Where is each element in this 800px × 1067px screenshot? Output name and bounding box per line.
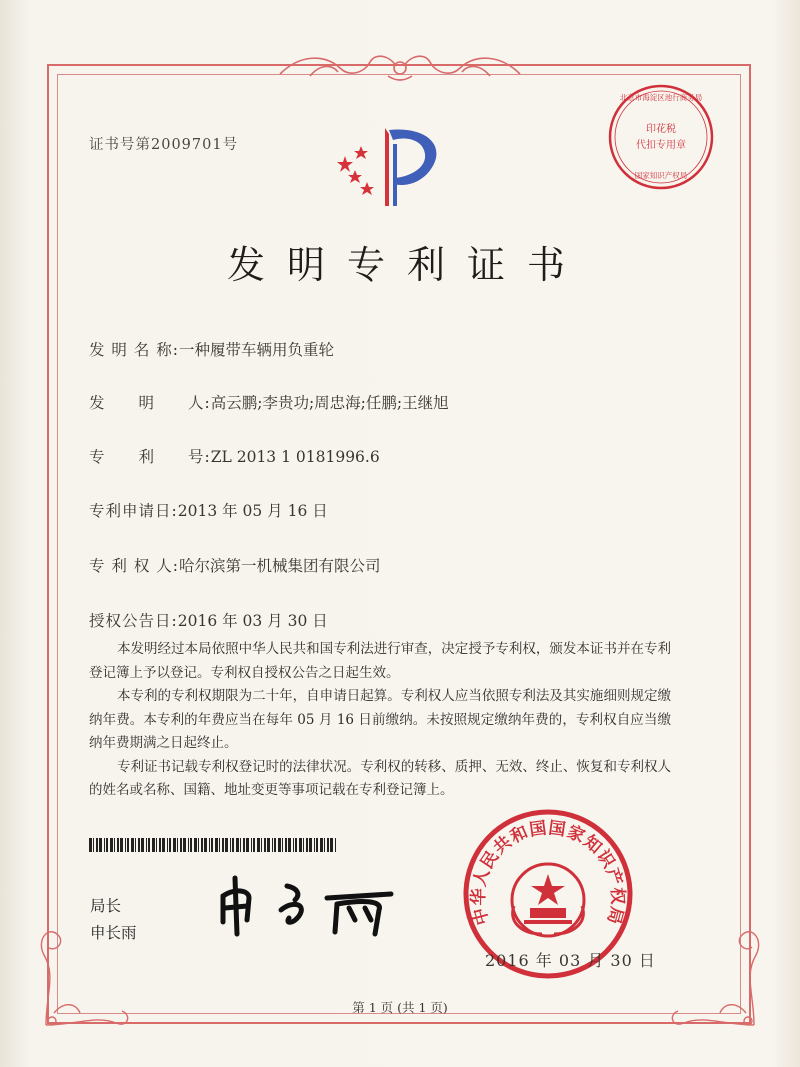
- barcode-bar: [274, 838, 276, 852]
- inventors-field: [89, 391, 449, 413]
- invention-name-field: [89, 338, 334, 360]
- svg-text:印花税: 印花税: [646, 124, 676, 135]
- barcode-bar: [104, 838, 105, 852]
- patentee-value: 哈尔滨第一机械集团有限公司: [179, 557, 381, 575]
- barcode-bar: [257, 838, 260, 852]
- barcode-bar: [188, 838, 189, 852]
- barcode-bar: [335, 838, 336, 852]
- body-paragraph: 专利证书记载专利权登记时的法律状况。专利权的转移、质押、无效、终止、恢复和专利权人的姓名或名称、国籍、地址变更等事项记载在专利登记簿上。: [89, 758, 671, 798]
- barcode-bar: [267, 838, 270, 852]
- barcode-bar: [324, 838, 325, 852]
- barcode-bar: [114, 838, 115, 852]
- barcode-bar: [295, 838, 297, 852]
- patent-number-field: [89, 445, 380, 467]
- tax-stamp-seal: [606, 82, 716, 192]
- barcode-bar: [278, 838, 281, 852]
- svg-text:北京市海淀区池行商务局: 北京市海淀区池行商务局: [619, 93, 703, 102]
- barcode-bar: [89, 838, 92, 852]
- body-paragraph: 本发明经过本局依照中华人民共和国专利法进行审查，决定授予专利权，颁发本证书并在专利登记簿上予以登记。专利权自授权公告之日起生效。: [89, 641, 671, 681]
- grant-date-value: 2016 年 03 月 30 日: [177, 612, 328, 630]
- inventors-label: 发 明 人:: [89, 394, 211, 412]
- barcode-bar: [146, 838, 147, 852]
- certificate-title: 发明专利证书: [226, 243, 587, 287]
- barcode-bar: [330, 838, 333, 852]
- barcode-bar: [152, 838, 155, 852]
- barcode-bar: [243, 838, 245, 852]
- svg-text:中华人民共和国国家知识产权局: 中华人民共和国国家知识产权局: [468, 818, 628, 928]
- barcode-bar: [251, 838, 252, 852]
- barcode-bar: [117, 838, 119, 852]
- barcode-bar: [110, 838, 113, 852]
- barcode-bar: [293, 838, 294, 852]
- patent-number-value: ZL 2013 1 0181996.6: [210, 448, 380, 466]
- barcode-bar: [288, 838, 291, 852]
- barcode-bar: [96, 838, 98, 852]
- svg-text:代扣专用章: 代扣专用章: [636, 140, 686, 151]
- barcode-bar: [167, 838, 168, 852]
- patentee-field: [89, 554, 381, 576]
- invention-name-value: 一种履带车辆用负重轮: [179, 341, 335, 359]
- patent-office-emblem-icon: [331, 120, 461, 210]
- barcode-bar: [138, 838, 140, 852]
- barcode-bar: [194, 838, 197, 852]
- barcode-bar: [198, 838, 199, 852]
- barcode-bar: [148, 838, 150, 852]
- barcode-bar: [282, 838, 283, 852]
- barcode-bar: [327, 838, 329, 852]
- barcode-bar: [120, 838, 123, 852]
- director-name: 申长雨: [90, 924, 137, 942]
- barcode-bar: [232, 838, 234, 852]
- director-signature: [215, 870, 405, 940]
- barcode-bar: [316, 838, 318, 852]
- barcode-bar: [314, 838, 315, 852]
- barcode-bar: [306, 838, 308, 852]
- barcode-bar: [204, 838, 207, 852]
- barcode-bar: [285, 838, 287, 852]
- page-number: 第 1 页 (共 1 页): [352, 1000, 448, 1015]
- barcode-bar: [190, 838, 192, 852]
- barcode-bar: [125, 838, 126, 852]
- barcode-bar: [201, 838, 203, 852]
- barcode-bar: [173, 838, 176, 852]
- barcode: [89, 838, 339, 852]
- certificate-number: 证书号第2009701号: [89, 137, 239, 153]
- application-date-value: 2013 年 05 月 16 日: [177, 502, 328, 520]
- patent-number-label: 专 利 号:: [89, 448, 211, 466]
- barcode-bar: [264, 838, 266, 852]
- barcode-bar: [222, 838, 224, 852]
- barcode-bar: [162, 838, 165, 852]
- application-date-label: 专利申请日:: [89, 502, 178, 520]
- barcode-bar: [99, 838, 102, 852]
- grant-date-label: 授权公告日:: [89, 612, 178, 630]
- top-scroll-ornament: [270, 50, 530, 84]
- invention-name-label: 发 明 名 称:: [89, 341, 180, 359]
- barcode-bar: [141, 838, 144, 852]
- seal-date: 2016 年 03 月 30 日: [485, 951, 656, 970]
- application-date-field: [89, 499, 328, 521]
- barcode-bar: [230, 838, 231, 852]
- patentee-label: 专 利 权 人:: [89, 557, 180, 575]
- barcode-bar: [135, 838, 136, 852]
- barcode-bar: [272, 838, 273, 852]
- barcode-bar: [169, 838, 171, 852]
- barcode-bar: [215, 838, 218, 852]
- barcode-bar: [127, 838, 129, 852]
- barcode-bar: [156, 838, 157, 852]
- barcode-bar: [236, 838, 239, 852]
- barcode-bar: [299, 838, 302, 852]
- barcode-bar: [177, 838, 178, 852]
- barcode-bar: [246, 838, 249, 852]
- grant-date-field: [89, 609, 328, 631]
- barcode-bar: [320, 838, 323, 852]
- barcode-bar: [225, 838, 228, 852]
- barcode-bar: [93, 838, 94, 852]
- barcode-bar: [219, 838, 220, 852]
- barcode-bar: [209, 838, 210, 852]
- barcode-bar: [240, 838, 241, 852]
- body-paragraph: 本专利的专利权期限为二十年，自申请日起算。专利权人应当依照专利法及其实施细则规定缴纳年费。本专利的年费应当在每年 05 月 16 日前缴纳。未按照规定缴纳年费的，专利权自应当缴纳年费期满之日起终止。: [89, 688, 671, 751]
- barcode-bar: [253, 838, 255, 852]
- barcode-bar: [131, 838, 134, 852]
- barcode-bar: [159, 838, 161, 852]
- barcode-bar: [183, 838, 186, 852]
- director-title: 局长: [90, 897, 122, 915]
- barcode-bar: [303, 838, 304, 852]
- barcode-bar: [106, 838, 108, 852]
- svg-text:国家知识产权局: 国家知识产权局: [634, 171, 688, 180]
- barcode-bar: [309, 838, 312, 852]
- inventors-value: 高云鹏;李贵功;周忠海;任鹏;王继旭: [210, 394, 449, 412]
- barcode-bar: [180, 838, 182, 852]
- certificate-body-text: [89, 638, 671, 803]
- barcode-bar: [211, 838, 213, 852]
- barcode-bar: [261, 838, 262, 852]
